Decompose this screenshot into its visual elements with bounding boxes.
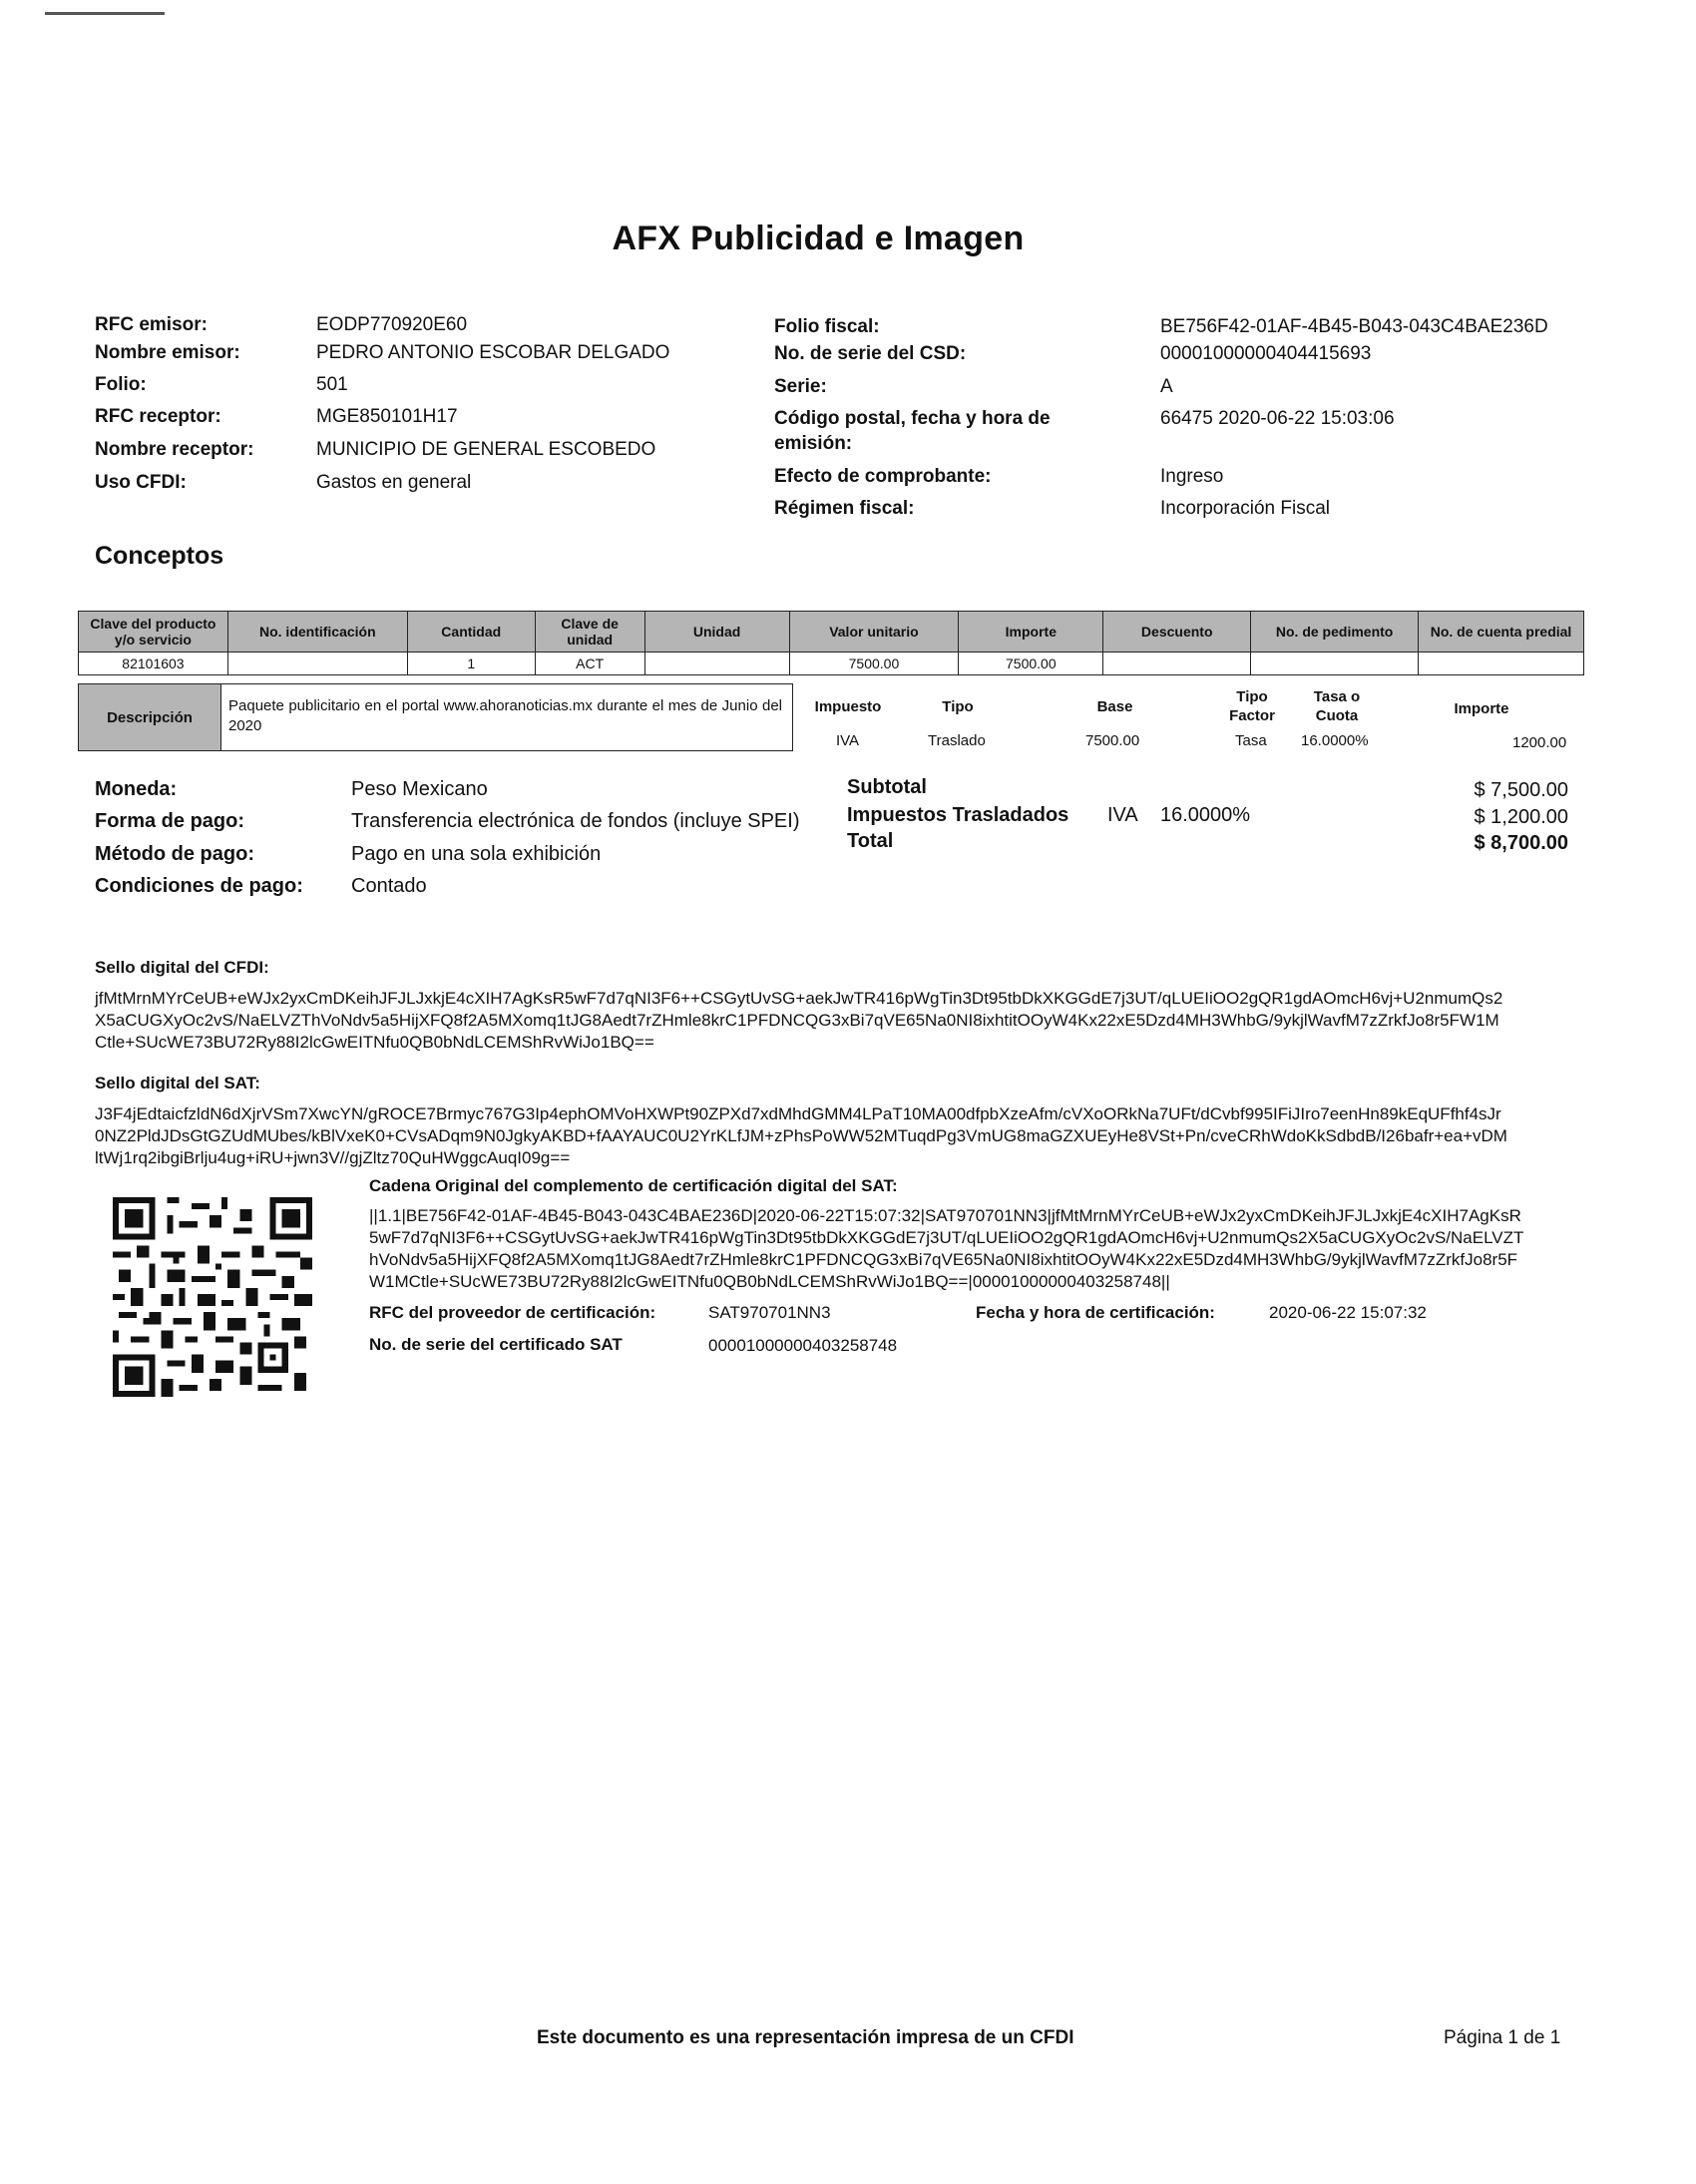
cadena-line: W1MCtle+SUcWE73BU72Ry88I2lcGwEITNfu0QB0bNdLCEMShRvWiJo1BQ==|00001000000403258748||: [369, 1272, 1170, 1291]
uso-cfdi-value: Gastos en general: [316, 472, 472, 493]
header-cell: Descuento: [1103, 612, 1251, 653]
description-label: Descripción: [79, 684, 221, 750]
table-cell: [644, 653, 789, 675]
table-cell: 1: [407, 653, 535, 675]
fecha-certificacion-label: Fecha y hora de certificación:: [976, 1303, 1215, 1322]
footer-note: Este documento es una representación impresa de un CFDI: [537, 2027, 1074, 2048]
tax-header: Tasa o Cuota: [1313, 688, 1361, 724]
total-value: $ 8,700.00: [1474, 832, 1568, 854]
header-cell: Cantidad: [407, 612, 535, 653]
table-cell: [227, 653, 407, 675]
serie-csd-label: No. de serie del CSD:: [774, 343, 967, 364]
total-label: Total: [847, 830, 894, 852]
conceptos-title: Conceptos: [95, 542, 224, 570]
serie-certificado-value: 00001000000403258748: [708, 1336, 898, 1355]
nombre-receptor-label: Nombre receptor:: [95, 439, 254, 460]
table-cell: [1251, 653, 1419, 675]
sello-cfdi-line: jfMtMrnMYrCeUB+eWJx2yxCmDKeihJFJLJxkjE4cXIH7AgKsR5wF7d7qNI3F6++CSGytUvSG+aekJwTR416pWgTin3Dt95tbDkXKGGdE7j3UT/qLUEIiOO2gQR1gdAOmcH6vj+U2nmumQs2: [95, 989, 1503, 1008]
table-header-row: [79, 612, 1584, 653]
metodo-pago-label: Método de pago:: [95, 843, 254, 865]
folio-label: Folio:: [95, 374, 147, 395]
sello-sat-line: ltWj1rq2ibgiBrlju4ug+iRU+jwn3V//gjZltz70QuHWggcAuqI09g==: [95, 1148, 571, 1167]
nombre-emisor-label: Nombre emisor:: [95, 342, 240, 363]
sello-sat-line: J3F4jEdtaicfzldN6dXjrVSm7XwcYN/gROCE7Brmyc767G3Ip4ephOMVoHXWPt90ZPXd7xdMhdGMM4LPaT10MA00dfpbXzeAfm/cVXoORkNa7UFt/dCvbf995IFiJIro7eenHn89kEqUFfhf4sJr: [95, 1104, 1501, 1123]
tax-header: Tipo Factor: [1229, 688, 1275, 724]
subtotal-label: Subtotal: [847, 776, 927, 798]
page-number: Página 1 de 1: [1444, 2027, 1561, 2048]
rfc-receptor-value: MGE850101H17: [316, 406, 458, 427]
tax-header: Importe: [1454, 700, 1509, 717]
cp-label-line1: Código postal, fecha y hora de: [774, 408, 1051, 429]
fecha-certificacion-value: 2020-06-22 15:07:32: [1269, 1303, 1427, 1322]
serie-value: A: [1160, 376, 1173, 397]
header-cell: No. identificación: [227, 612, 407, 653]
impuestos-tipo: IVA: [1107, 804, 1138, 826]
header-cell: Clave de unidad: [535, 612, 644, 653]
header-cell: Unidad: [644, 612, 789, 653]
sello-sat-line: 0NZ2PldJDsGtGZUdMUbes/kBlVxeK0+CVsADqm9N0JgkyAKBD+fAAYAUC0U2YrKLfJM+zPhsPoWW52MTuqdPg3VmUG8maGZXUEyHe8VSt+Pn/cveCRhWdoKkSdbdB/I26bafr+ea+vDM: [95, 1126, 1507, 1145]
serie-csd-value: 00001000000404415693: [1160, 343, 1372, 364]
moneda-value: Peso Mexicano: [351, 778, 488, 800]
cp-label-line2: emisión:: [774, 433, 853, 454]
serie-label: Serie:: [774, 376, 827, 397]
folio-fiscal-label: Folio fiscal:: [774, 316, 880, 337]
table-cell: ACT: [535, 653, 644, 675]
company-title: AFX Publicidad e Imagen: [612, 219, 1025, 257]
tax-header: Tipo: [942, 698, 974, 715]
folio-fiscal-value: BE756F42-01AF-4B45-B043-043C4BAE236D: [1160, 316, 1548, 337]
cadena-label: Cadena Original del complemento de certificación digital del SAT:: [369, 1176, 898, 1195]
cadena-line: 5wF7d7qNI3F6++CSGytUvSG+aekJwTR416pWgTin3Dt95tbDkXKGGdE7j3UT/qLUEIiOO2gQR1gdAOmcH6vj+U2nmumQs2X5aCUGXyOc2vS/NaELVZT: [369, 1228, 1524, 1247]
rfc-proveedor-value: SAT970701NN3: [708, 1303, 831, 1322]
tax-value: Traslado: [928, 732, 986, 749]
metodo-pago-value: Pago en una sola exhibición: [351, 843, 602, 865]
impuestos-tasa: 16.0000%: [1160, 804, 1251, 826]
cadena-line: ||1.1|BE756F42-01AF-4B45-B043-043C4BAE236D|2020-06-22T15:07:32|SAT970701NN3|jfMtMrnMYrCeUB+eWJx2yxCmDKeihJFJLJxkjE4cXIH7AgKsR: [369, 1206, 1521, 1225]
table-cell: 7500.00: [959, 653, 1103, 675]
header-cell: No. de cuenta predial: [1419, 612, 1584, 653]
rfc-receptor-label: RFC receptor:: [95, 406, 221, 427]
sello-cfdi-text: [95, 988, 1586, 1054]
tax-value: IVA: [836, 732, 860, 749]
header-cell: Importe: [959, 612, 1103, 653]
scan-mark: [45, 12, 165, 15]
subtotal-value: $ 7,500.00: [1474, 779, 1568, 801]
nombre-emisor-value: PEDRO ANTONIO ESCOBAR DELGADO: [316, 342, 670, 363]
cadena-text: [369, 1205, 1586, 1293]
regimen-value: Incorporación Fiscal: [1160, 498, 1331, 519]
impuestos-value: $ 1,200.00: [1474, 806, 1568, 828]
header-cell: Valor unitario: [789, 612, 959, 653]
tax-value: 7500.00: [1085, 732, 1140, 749]
impuestos-trasladados-label: Impuestos Trasladados: [847, 804, 1069, 826]
rfc-emisor-value: EODP770920E60: [316, 314, 468, 335]
sello-cfdi-line: Ctle+SUcWE73BU72Ry88I2lcGwEITNfu0QB0bNdLCEMShRvWiJo1BQ==: [95, 1033, 654, 1052]
condiciones-value: Contado: [351, 875, 427, 897]
nombre-receptor-value: MUNICIPIO DE GENERAL ESCOBEDO: [316, 439, 656, 460]
condiciones-label: Condiciones de pago:: [95, 875, 303, 897]
folio-value: 501: [316, 374, 348, 395]
qr-code: [112, 1197, 313, 1397]
description-box: [78, 683, 793, 751]
sello-sat-text: [95, 1103, 1586, 1169]
rfc-proveedor-label: RFC del proveedor de certificación:: [369, 1303, 656, 1322]
tax-header: Impuesto: [814, 698, 882, 715]
sello-sat-label: Sello digital del SAT:: [95, 1074, 260, 1092]
moneda-label: Moneda:: [95, 778, 178, 800]
rfc-emisor-label: RFC emisor:: [95, 314, 208, 335]
uso-cfdi-label: Uso CFDI:: [95, 472, 187, 493]
tax-header: Base: [1096, 698, 1133, 715]
table-row: [79, 653, 1584, 675]
cadena-line: hVoNdv5a5HijXFQ8f2A5MXomq1tJG8Aedt7rZHmle8krC1PFDNCQG3xBi7qVE65Na0NI8ixhtitOOyW4Kx22xE5Dzd4MH3WhbG/9ykjlWavfM7zZrkfJo8r5F: [369, 1250, 1518, 1269]
table-cell: 82101603: [79, 653, 228, 675]
sello-cfdi-label: Sello digital del CFDI:: [95, 958, 269, 977]
tax-value: 16.0000%: [1301, 732, 1369, 749]
header-cell: No. de pedimento: [1251, 612, 1419, 653]
regimen-label: Régimen fiscal:: [774, 498, 915, 519]
cp-value: 66475 2020-06-22 15:03:06: [1160, 408, 1395, 429]
table-cell: [1419, 653, 1584, 675]
header-cell: Clave del producto y/o servicio: [79, 612, 228, 653]
sello-cfdi-line: X5aCUGXyOc2vS/NaELVZThVoNdv5a5HijXFQ8f2A5MXomq1tJG8Aedt7rZHmle8krC1PFDNCQG3xBi7qVE65Na0NI8ixhtitOOyW4Kx22xE5Dzd4MH3WhbG/9ykjlWavfM7zZrkfJo8r5FW1M: [95, 1011, 1499, 1030]
concepts-table: [78, 611, 1584, 675]
forma-pago-label: Forma de pago:: [95, 810, 245, 832]
tax-value: 1200.00: [1512, 734, 1567, 751]
serie-certificado-label: No. de serie del certificado SAT: [369, 1335, 623, 1354]
tax-value: Tasa: [1235, 732, 1267, 749]
forma-pago-value: Transferencia electrónica de fondos (incluye SPEI): [351, 810, 800, 832]
table-cell: 7500.00: [789, 653, 959, 675]
efecto-label: Efecto de comprobante:: [774, 466, 992, 487]
description-text: Paquete publicitario en el portal www.ahoranoticias.mx durante el mes de Junio del 2020: [228, 697, 782, 734]
efecto-value: Ingreso: [1160, 466, 1224, 487]
table-cell: [1103, 653, 1251, 675]
